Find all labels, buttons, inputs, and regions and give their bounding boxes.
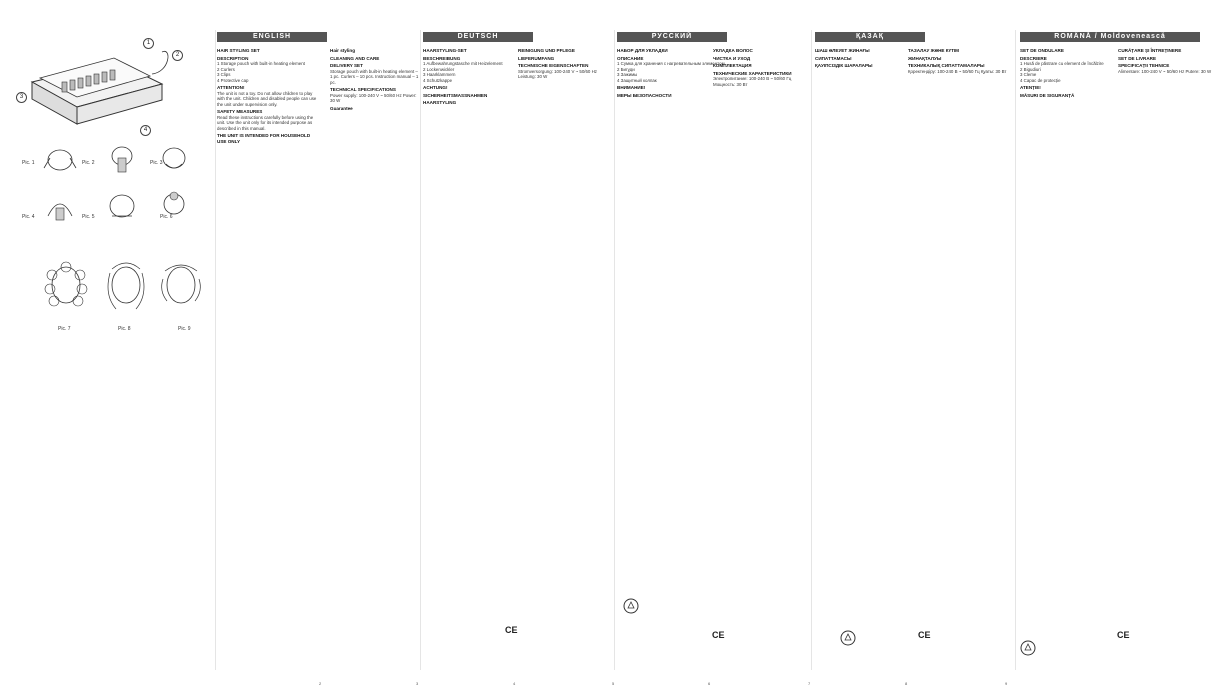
english-column-2: [330, 46, 420, 111]
page-number: 4: [513, 681, 516, 686]
romanian-column-2: [1118, 46, 1213, 74]
callout-3: 3: [16, 92, 27, 103]
column-divider: [215, 30, 216, 670]
english-column: [217, 46, 317, 144]
deutsch-desc-item-4: 4 Schutzkappe: [423, 77, 453, 83]
russian-description-title: ОПИСАНИЕ: [617, 55, 644, 61]
english-safety-title: SAFETY MEASURES: [217, 109, 263, 114]
deutsch-column-2: [518, 46, 608, 80]
callout-4: 4: [140, 125, 151, 136]
recycle-icon: [1020, 640, 1036, 656]
recycle-icon: [623, 598, 639, 614]
english-safety-text: Read these instructions carefully before using the unit. Use the unit only for its intended purpose as described in this manual.: [217, 114, 314, 131]
page-number: 2: [319, 681, 322, 686]
figure-pic-1: [38, 138, 82, 180]
callout-2: 2: [172, 50, 183, 61]
deutsch-delivery-title: LIEFERUMFANG: [518, 55, 555, 61]
english-attention-text: The unit is not a toy. Do not allow children to play with the unit. Children and disabled people can use the unit under supervision only.: [217, 90, 317, 107]
kazakh-delivery-title: ЖИНАҚТАЛУЫ: [908, 55, 942, 61]
page-number: 6: [708, 681, 711, 686]
page-number: 5: [612, 681, 615, 686]
romanian-desc-item-1: 1 Husă de păstrare cu element de încălzire: [1020, 61, 1104, 66]
figure-label-7: Pic. 7: [58, 326, 71, 332]
figure-pic-3: [152, 138, 196, 180]
kazakh-spec-text: Қоректендіру: 100-240 В ~ 50/60 Гц Қуаты: 30 Вт: [908, 68, 1007, 74]
russian-delivery-title: КОМПЛЕКТАЦИЯ: [713, 63, 752, 68]
english-heading: HAIR STYLING SET: [217, 48, 260, 53]
romanian-description-title: DESCRIERE: [1020, 55, 1047, 61]
ce-mark-icon: CE: [712, 630, 725, 640]
english-styling-title: Hair styling: [330, 48, 356, 53]
header-kazakh: ҚАЗАҚ: [815, 32, 925, 42]
figure-label-1: Pic. 1: [22, 160, 35, 166]
device-illustration: [22, 42, 172, 137]
page-number: 9: [1005, 681, 1008, 686]
deutsch-spec-text: Stromversorgung: 100-240 V ~ 50/60 Hz Leistung: 30 W: [518, 68, 597, 79]
romanian-spec-title: SPECIFICAȚII TEHNICE: [1118, 63, 1170, 68]
kazakh-safety-title: ҚАУІПСІЗДІК ШАРАЛАРЫ: [815, 63, 873, 68]
english-spec-text: Power supply: 100-240 V ~ 50/60 Hz Power: 30 W: [330, 92, 417, 103]
russian-safety-title: МЕРЫ БЕЗОПАСНОСТИ: [617, 92, 672, 98]
russian-desc-item-3: 3 Зажимы: [617, 72, 638, 77]
deutsch-description-title: BESCHREIBUNG: [423, 55, 461, 61]
figure-pic-8: [100, 255, 152, 315]
english-household-note: THE UNIT IS INTENDED FOR HOUSEHOLD USE ONLY: [217, 133, 311, 144]
english-desc-item-2: 2 Curlers: [217, 66, 235, 72]
figure-label-2: Pic. 2: [82, 160, 95, 166]
page-number: 3: [416, 681, 419, 686]
english-delivery-text: Storage pouch with built-in heating element – 1 pc. Curlers – 10 pcs. Instruction manual – 1 pc.: [330, 68, 419, 85]
figure-label-5: Pic. 5: [82, 214, 95, 220]
english-guarantee-title: Guarantee: [330, 105, 353, 111]
english-cleaning-title: CLEANING AND CARE: [330, 55, 380, 61]
deutsch-heading: HAARSTYLING-SET: [423, 48, 467, 53]
deutsch-styling-title: HAARSTYLING: [423, 100, 457, 105]
russian-desc-item-4: 4 Защитный колпак: [617, 77, 657, 83]
figure-label-3: Pic. 3: [150, 160, 163, 166]
page-number: 8: [905, 681, 908, 686]
callout-1: 1: [143, 38, 154, 49]
kazakh-cleaning-title: ТАЗАЛАУ ЖӘНЕ КҮТІМ: [908, 48, 959, 53]
header-english: ENGLISH: [217, 32, 327, 42]
romanian-desc-item-4: 4 Capac de protecție: [1020, 77, 1061, 83]
russian-spec-text: Электропитание: 100-240 В ~ 50/60 Гц Мощность: 30 Вт: [713, 76, 792, 87]
figure-pic-5: [100, 186, 144, 228]
english-delivery-title: DELIVERY SET: [330, 63, 363, 68]
recycle-icon: [840, 630, 856, 646]
romanian-attention-title: ATENȚIE!: [1020, 85, 1041, 90]
page-number: 7: [808, 681, 811, 686]
russian-cleaning-title: ЧИСТКА И УХОД: [713, 55, 751, 61]
figure-pic-7: [40, 255, 92, 315]
figure-pic-2: [100, 138, 144, 180]
column-divider: [811, 30, 812, 670]
russian-heading: НАБОР ДЛЯ УКЛАДКИ: [617, 48, 668, 53]
romanian-desc-item-3: 3 Cleme: [1020, 72, 1037, 77]
romanian-safety-title: MĂSURI DE SIGURANȚĂ: [1020, 92, 1075, 98]
romanian-heading: SET DE ONDULARE: [1020, 48, 1064, 53]
figure-label-9: Pic. 9: [178, 326, 191, 332]
russian-styling-title: УКЛАДКА ВОЛОС: [713, 48, 753, 53]
romanian-spec-text: Alimentare: 100-240 V ~ 50/60 Hz Putere: 30 W: [1118, 68, 1212, 74]
column-divider: [1015, 30, 1016, 670]
deutsch-attention-title: ACHTUNG!: [423, 85, 448, 90]
english-attention-title: ATTENTION!: [217, 85, 245, 90]
header-russian: РУССКИЙ: [617, 32, 727, 42]
kazakh-column: [815, 46, 905, 69]
figure-pic-9: [155, 255, 207, 315]
deutsch-safety-title: SICHERHEITSMASSNAHMEN: [423, 92, 488, 98]
kazakh-heading: ШАШ ӘЛЕУЕТ ЖИНАҒЫ: [815, 48, 870, 53]
english-description-title: DESCRIPTION: [217, 55, 249, 61]
english-desc-item-4: 4 Protective cap: [217, 77, 249, 83]
russian-column-2: [713, 46, 803, 87]
romanian-delivery-title: SET DE LIVRARE: [1118, 55, 1157, 61]
ce-mark-icon: CE: [505, 625, 518, 635]
kazakh-column-2: [908, 46, 1008, 74]
deutsch-desc-item-1: 1 Aufbewahrungstasche mit Heizelement: [423, 61, 503, 66]
english-spec-title: TECHNICAL SPECIFICATIONS: [330, 87, 396, 92]
figure-pic-4: [38, 186, 82, 228]
english-desc-item-1: 1 Storage pouch with built-in heating element: [217, 61, 305, 66]
column-divider: [614, 30, 615, 670]
romanian-cleaning-title: CURĂȚARE ȘI ÎNTREȚINERE: [1118, 48, 1182, 53]
figure-label-8: Pic. 8: [118, 326, 131, 332]
russian-desc-item-1: 1 Сумка для хранения с нагревательным элементом: [617, 61, 725, 66]
romanian-desc-item-2: 2 Bigudiuri: [1020, 66, 1041, 72]
illustration-panel: [0, 0, 212, 694]
russian-spec-title: ТЕХНИЧЕСКИЕ ХАРАКТЕРИСТИКИ: [713, 70, 792, 76]
figure-label-6: Pic. 6: [160, 214, 173, 220]
header-deutsch: DEUTSCH: [423, 32, 533, 42]
russian-attention-title: ВНИМАНИЕ!: [617, 85, 646, 90]
deutsch-column: [423, 46, 513, 106]
russian-desc-item-2: 2 Бигуди: [617, 66, 635, 72]
ce-mark-icon: CE: [1117, 630, 1130, 640]
kazakh-spec-title: ТЕХНИКАЛЫҚ СИПАТТАМАЛАРЫ: [908, 63, 985, 68]
romanian-column: [1020, 46, 1115, 98]
russian-column: [617, 46, 725, 98]
kazakh-description-title: СИПАТТАМАСЫ: [815, 55, 852, 61]
deutsch-cleaning-title: REINIGUNG UND PFLEGE: [518, 48, 575, 53]
figure-pic-6: [152, 186, 196, 228]
english-desc-item-3: 3 Clips: [217, 72, 231, 77]
header-romanian: ROMÂNĂ / Moldovenească: [1020, 32, 1200, 42]
deutsch-spec-title: TECHNISCHE EIGENSCHAFTEN: [518, 63, 589, 68]
deutsch-desc-item-2: 2 Lockenwickler: [423, 66, 455, 72]
column-divider: [420, 30, 421, 670]
deutsch-desc-item-3: 3 Haarklammern: [423, 72, 456, 77]
ce-mark-icon: CE: [918, 630, 931, 640]
figure-label-4: Pic. 4: [22, 214, 35, 220]
